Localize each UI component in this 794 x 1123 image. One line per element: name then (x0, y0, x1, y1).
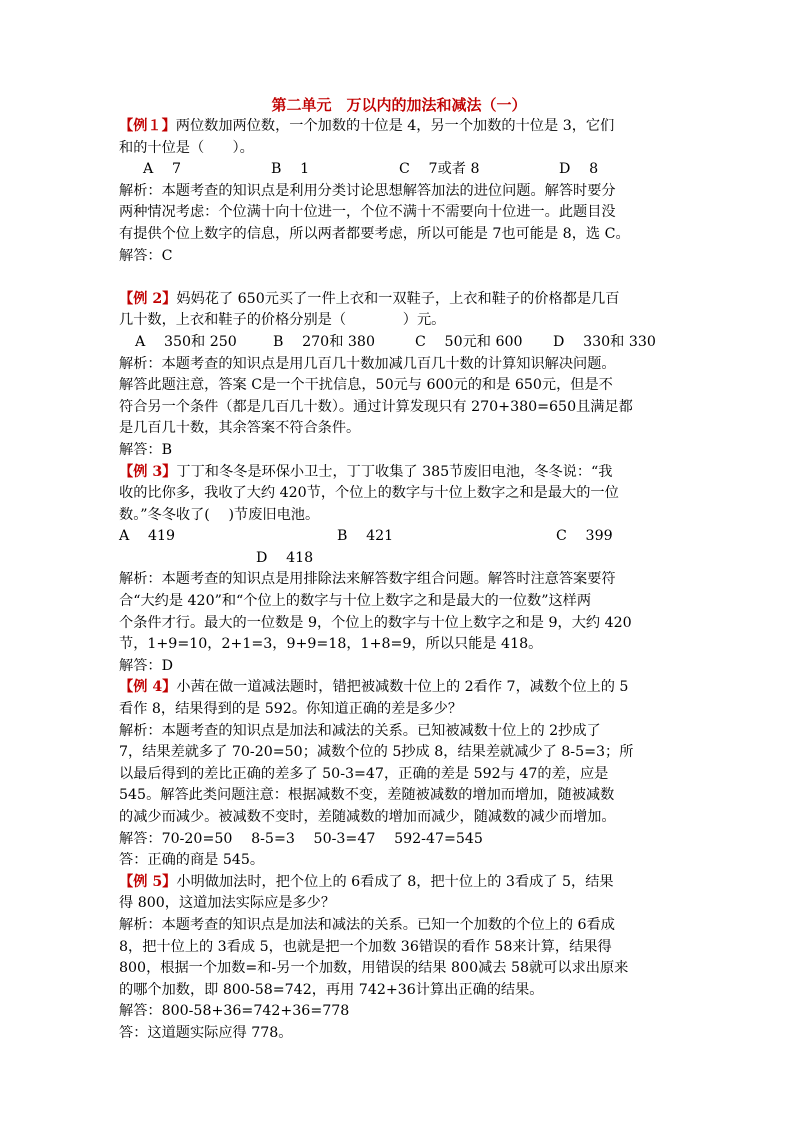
ex1-option-d: D 8 (559, 161, 599, 178)
ex2-analysis-line-2: 解答此题注意，答案 C是一个干扰信息，50元与 600元的和是 650元，但是不 (119, 377, 613, 394)
page-title: 第二单元 万以内的加法和减法（一） (271, 96, 527, 114)
ex1-analysis-line-1: 解析：本题考查的知识点是利用分类讨论思想解答加法的进位问题。解答时要分 (119, 182, 616, 199)
ex2-question-text-1: 妈妈花了 650元买了一件上衣和一双鞋子，上衣和鞋子的价格都是几百 (176, 290, 620, 307)
ex4-analysis-line-2: 7，结果差就多了 70-20=50；减数个位的 5抄成 8，结果差就减少了 8-5=3；所 (119, 744, 634, 761)
ex5-question-line-1 (119, 872, 679, 894)
ex4-label: 【例 4】 (119, 679, 177, 696)
ex3-option-a: A 419 (119, 528, 176, 545)
ex2-option-a: A 350和 250 (135, 333, 237, 350)
ex3-question-text-1: 丁丁和冬冬是环保小卫士，丁丁收集了 385节废旧电池，冬冬说：“我 (176, 463, 613, 480)
ex5-question-line-2: 得 800，这道加法实际应是多少？ (119, 895, 336, 912)
ex5-analysis-line-4: 的哪个加数，即 800-58=742，再用 742+36计算出正确的结果。 (119, 981, 544, 998)
ex3-options-row-2 (119, 548, 679, 570)
ex5-question-text-1: 小明做加法时，把个位上的 6看成了 8，把十位上的 3看成了 5，结果 (176, 873, 614, 890)
ex5-label: 【例 5】 (119, 873, 177, 890)
ex4-answer: 答：正确的商是 545。 (119, 852, 265, 869)
ex4-question-line-1 (119, 677, 679, 699)
ex3-option-d: D 418 (256, 549, 314, 566)
ex2-question-line-1 (119, 289, 679, 311)
ex2-label: 【例 2】 (119, 290, 177, 307)
ex3-question-line-3: 数。”冬冬收了( )节废旧电池。 (119, 506, 320, 523)
ex3-answer: 解答：D (119, 657, 173, 674)
ex1-analysis-line-2: 两种情况考虑：个位满十向十位进一，个位不满十不需要向十位进一。此题目没 (119, 204, 616, 221)
ex2-answer: 解答：B (119, 441, 172, 458)
ex4-question-text-1: 小茜在做一道减法题时，错把被减数十位上的 2看作 7，减数个位上的 5 (176, 679, 629, 696)
ex3-option-b: B 421 (337, 528, 394, 545)
ex1-option-a: A 7 (143, 161, 181, 178)
ex4-analysis-line-3: 以最后得到的差比正确的差多了 50-3=47，正确的差是 592与 47的差，应是 (119, 765, 609, 782)
ex2-analysis-line-3: 符合另一个条件（都是几百几十数）。通过计算发现只有 270+380=650且满足都 (119, 398, 633, 415)
document-page (119, 94, 679, 1045)
ex2-analysis-line-1: 解析：本题考查的知识点是用几百几十数加减几百几十数的计算知识解决问题。 (119, 355, 616, 372)
ex3-analysis-line-1: 解析：本题考查的知识点是用排除法来解答数字组合问题。解答时注意答案要符 (119, 571, 616, 588)
ex5-analysis-line-1: 解析：本题考查的知识点是加法和减法的关系。已知一个加数的个位上的 6看成 (119, 916, 615, 933)
ex3-option-c: C 399 (556, 528, 613, 545)
ex2-analysis-line-4: 是几百几十数，其余答案不符合条件。 (119, 420, 361, 437)
ex3-question-line-2: 收的比你多，我收了大约 420节，个位上的数字与十位上数字之和是最大的一位 (119, 485, 619, 502)
ex3-analysis-line-2: 合“大约是 420”和“个位上的数字与十位上数字之和是最大的一位数”这样两 (119, 593, 592, 610)
ex2-options (119, 332, 679, 354)
ex1-question-line-1 (119, 116, 679, 138)
ex1-options (119, 159, 679, 181)
ex4-analysis-line-4: 545。解答此类问题注意：根据减数不变，差随被减数的增加而增加，随被减数 (119, 787, 615, 804)
ex1-option-c: C 7或者 8 (399, 161, 480, 178)
ex2-question-line-2: 几十数，上衣和鞋子的价格分别是（ ）元。 (119, 312, 446, 329)
ex4-analysis-line-1: 解析：本题考查的知识点是加法和减法的关系。已知被减数十位上的 2抄成了 (119, 722, 601, 739)
ex4-question-line-2: 看作 8，结果得到的是 592。你知道正确的差是多少？ (119, 701, 463, 718)
spacer (119, 267, 679, 289)
ex1-question-text-1: 两位数加两位数，一个加数的十位是 4，另一个加数的十位是 3，它们 (175, 118, 615, 134)
ex5-analysis-line-3: 800，根据一个加数=和-另一个加数，用错误的结果 800减去 58就可以求出原来 (119, 960, 629, 977)
ex5-answer: 答：这道题实际应得 778。 (119, 1024, 293, 1041)
ex4-calculation: 解答：70-20=50 8-5=3 50-3=47 592-47=545 (119, 830, 483, 847)
ex1-label: 【例１】 (119, 118, 176, 134)
ex1-question-line-2: 和的十位是（ ）。 (119, 139, 254, 156)
ex3-analysis-line-3: 个条件才行。最大的一位数是 9，个位上的数字与十位上数字之和是 9，大约 420 (119, 614, 632, 631)
ex2-option-b: B 270和 380 (273, 333, 375, 350)
ex5-calculation: 解答：800-58+36=742+36=778 (119, 1003, 350, 1020)
ex3-label: 【例 3】 (119, 463, 177, 480)
ex3-analysis-line-4: 节，1+9=10，2+1=3，9+9=18，1+8=9，所以只能是 418。 (119, 636, 543, 653)
ex1-analysis-line-3: 有提供个位上数字的信息，所以两者都要考虑，所以可能是 7也可能是 8，选 C。 (119, 225, 630, 242)
ex3-question-line-1 (119, 462, 679, 484)
ex3-options (119, 526, 679, 548)
ex4-analysis-line-5: 的减少而减少。被减数不变时，差随减数的增加而减少，随减数的减少而增加。 (119, 809, 616, 825)
ex1-option-b: B 1 (271, 161, 310, 178)
ex5-analysis-line-2: 8，把十位上的 3看成 5，也就是把一个加数 36错误的看作 58来计算，结果得 (119, 938, 612, 955)
ex1-answer: 解答：C (119, 247, 173, 264)
ex2-option-d: D 330和 330 (553, 333, 656, 350)
ex2-option-c: C 50元和 600 (415, 333, 523, 350)
